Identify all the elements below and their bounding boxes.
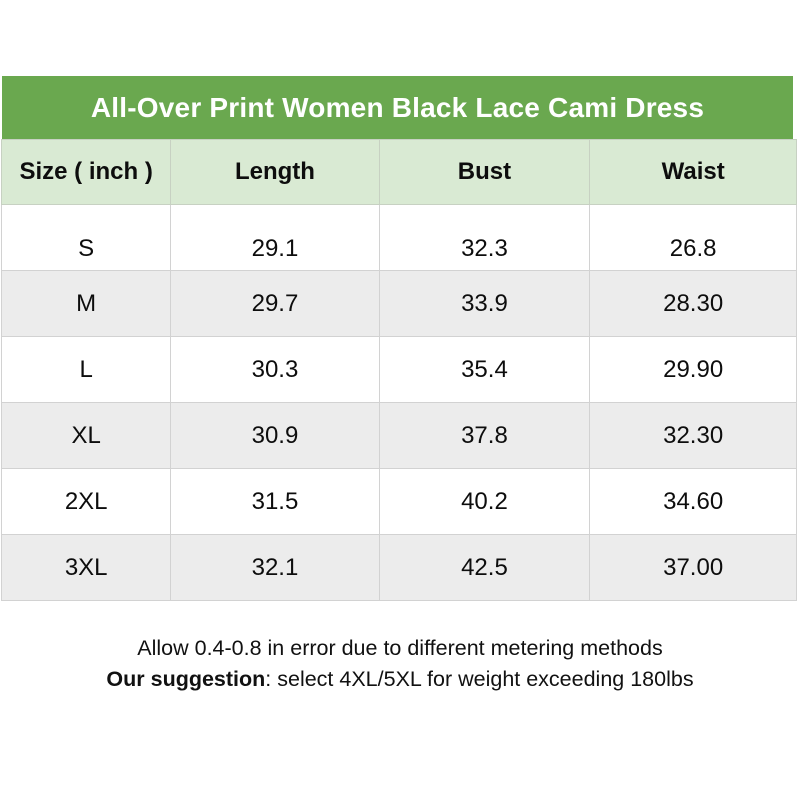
waist-cell: 32.30: [590, 403, 797, 469]
footer-note: Allow 0.4-0.8 in error due to different metering methods: [137, 636, 663, 660]
column-header-size: Size ( inch ): [2, 140, 171, 205]
length-cell: 31.5: [171, 469, 379, 535]
footer-suggestion-text: : select 4XL/5XL for weight exceeding 180lbs: [265, 667, 694, 691]
waist-cell: 34.60: [590, 469, 797, 535]
length-cell: 29.7: [171, 271, 379, 337]
size-cell: 3XL: [2, 535, 171, 601]
bust-cell: 40.2: [379, 469, 590, 535]
bust-cell: 42.5: [379, 535, 590, 601]
size-cell: 2XL: [2, 469, 171, 535]
title-bar: [2, 76, 793, 139]
length-cell: 29.1: [171, 205, 379, 271]
waist-cell: 26.8: [590, 205, 797, 271]
header-row: [2, 140, 797, 205]
footer-suggestion: [0, 664, 800, 695]
bust-cell: 32.3: [379, 205, 590, 271]
table-row-xl: [2, 403, 797, 469]
table-row-3xl: [2, 535, 797, 601]
length-cell: 32.1: [171, 535, 379, 601]
size-chart-table: [1, 139, 797, 601]
page-title: All-Over Print Women Black Lace Cami Dress: [90, 91, 705, 123]
column-header-waist: Waist: [590, 140, 797, 205]
column-header-length: Length: [171, 140, 379, 205]
size-cell: L: [2, 337, 171, 403]
column-header-bust: Bust: [379, 140, 590, 205]
footer-suggestion-label: Our suggestion: [106, 667, 266, 691]
size-cell: M: [2, 271, 171, 337]
size-cell: S: [2, 205, 171, 271]
waist-cell: 28.30: [590, 271, 797, 337]
table-row-s: [2, 205, 797, 271]
length-cell: 30.3: [171, 337, 379, 403]
length-cell: 30.9: [171, 403, 379, 469]
footer-notes: [0, 633, 800, 695]
table-row-l: [2, 337, 797, 403]
bust-cell: 37.8: [379, 403, 590, 469]
bust-cell: 35.4: [379, 337, 590, 403]
waist-cell: 37.00: [590, 535, 797, 601]
bust-cell: 33.9: [379, 271, 590, 337]
waist-cell: 29.90: [590, 337, 797, 403]
table-row-2xl: [2, 469, 797, 535]
table-row-m: [2, 271, 797, 337]
size-cell: XL: [2, 403, 171, 469]
